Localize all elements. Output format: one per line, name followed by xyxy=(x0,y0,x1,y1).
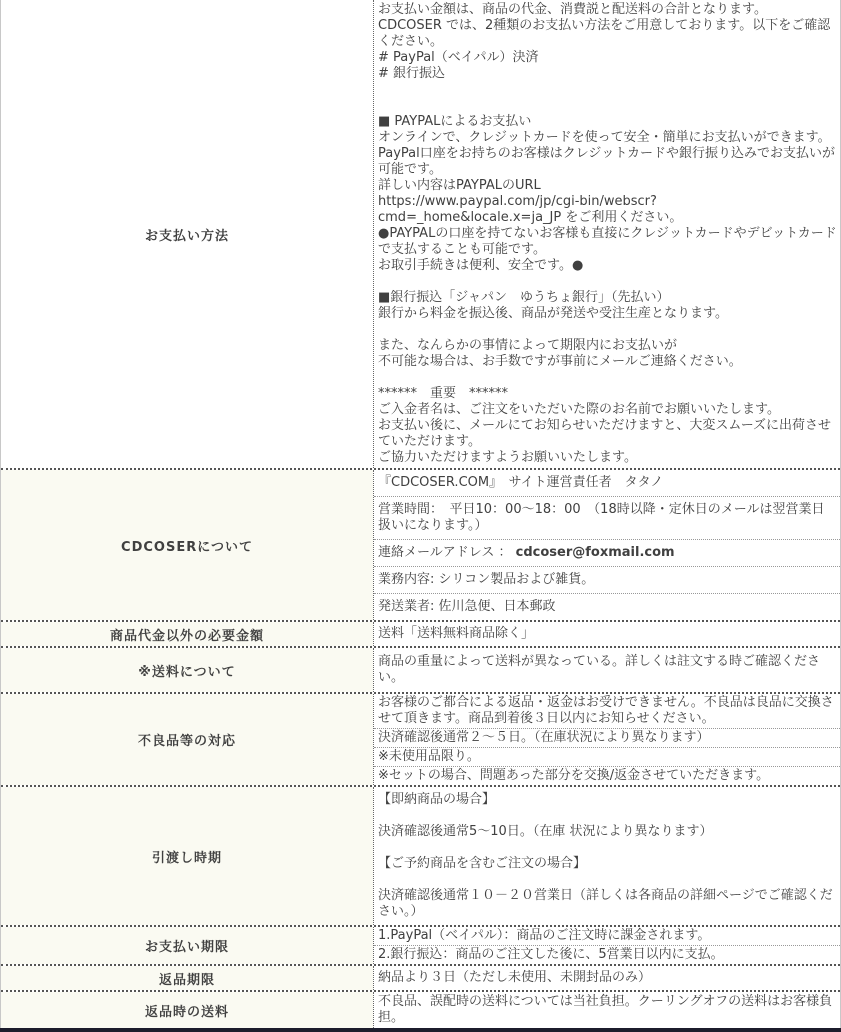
content-cell xyxy=(374,927,840,945)
row-label-required-fees: 商品代金以外の必要金額 xyxy=(1,622,373,646)
row-content-payment-deadline xyxy=(373,927,840,964)
table-row-required-fees xyxy=(1,620,840,646)
cell-line: PayPal口座をお持ちのお客様はクレジットカードや銀行振り込みでお支払いが可能です。 xyxy=(378,146,836,177)
content-cell xyxy=(374,593,840,620)
contact-email-label: 連絡メールアドレス ： xyxy=(378,545,516,560)
row-label-about-cdcoser: CDCOSERについて xyxy=(1,470,373,620)
content-cell xyxy=(374,728,840,747)
cell-line: 納品より３日（ただし未使用、未開封品のみ） xyxy=(378,970,652,985)
cell-line: 不可能な場合は、お手数ですが事前にメールご連絡ください。 xyxy=(378,354,742,369)
cell-line xyxy=(378,808,837,824)
cell-line: ご入金者名は、ご注文をいただいた際のお名前でお願いいたします。 xyxy=(378,402,780,417)
cell-line xyxy=(378,274,837,290)
contact-email: cdcoser@foxmail.com xyxy=(515,545,675,560)
content-cell xyxy=(374,787,840,925)
table-row-payment-deadline xyxy=(1,925,840,964)
row-label-return-deadline: 返品期限 xyxy=(1,966,373,990)
content-cell xyxy=(374,470,840,496)
cell-line xyxy=(378,872,837,888)
cell-line: お支払い金額は、商品の代金、消費説と配送料の合計となります。 xyxy=(378,2,767,17)
cell-line: オンラインで、クレジットカードを使って安全・簡単にお支払いができます。 xyxy=(378,130,831,145)
cell-line: 【即納商品の場合】 xyxy=(378,792,496,807)
cell-line: # 銀行振込 xyxy=(378,66,446,81)
bottom-accent-bar xyxy=(0,1028,841,1032)
cell-line: ****** 重要 ****** xyxy=(378,386,509,401)
cell-line: 営業時間： 平日10：00～18：00 （18時以降・定休日のメールは翌営業日扱いになります。） xyxy=(378,502,825,533)
content-cell xyxy=(374,566,840,593)
content-cell xyxy=(374,648,840,692)
content-cell xyxy=(374,766,840,785)
cell-line: ※セットの場合、問題あった部分を交換/返金させていただきます。 xyxy=(378,768,770,783)
row-label-payment-method: お支払い方法 xyxy=(1,0,373,468)
table-row-return-deadline xyxy=(1,964,840,990)
table-row-payment-method xyxy=(1,0,840,468)
table-row-defective-item-handling xyxy=(1,692,840,785)
cell-line: https://www.paypal.com/jp/cgi-bin/webscr?cmd=_home&locale.x=ja_JP をご利用ください。 xyxy=(378,194,683,225)
cell-line: ご協力いただけますようお願いいたします。 xyxy=(378,450,637,465)
cell-line: 『CDCOSER.COM』 サイト運営責任者 タタノ xyxy=(378,475,664,490)
cell-line: お支払い後に、メールにてお知らせいただけますと、大変スムーズに出荷させていただけます。 xyxy=(378,418,832,449)
table-row-delivery-period xyxy=(1,785,840,925)
content-cell xyxy=(374,539,840,566)
cell-line: 【ご予約商品を含むご注文の場合】 xyxy=(378,856,587,871)
row-content-payment-method xyxy=(373,0,840,468)
cell-line: 送料「送料無料商品除く」 xyxy=(378,626,535,641)
row-content-required-fees xyxy=(373,622,840,646)
row-label-defective-item-handling: 不良品等の対応 xyxy=(1,694,373,785)
cell-line: ■銀行振込「ジャパン ゆうちょ銀行」（先払い） xyxy=(378,290,670,305)
cell-line: お客様のご都合による返品・返金はお受けできません。不良品は良品に交換させて頂きます。商品到着後３日以内にお知らせください。 xyxy=(378,695,834,726)
cell-line: ●PAYPALの口座を持てないお客様も直接にクレジットカードやデビットカードで支払することも可能です。 xyxy=(378,226,837,257)
cell-line: 銀行から料金を振込後、商品が発送や受注生産となります。 xyxy=(378,306,728,321)
row-label-delivery-period: 引渡し時期 xyxy=(1,787,373,925)
cell-line xyxy=(378,370,837,386)
row-content-shipping-fee-note xyxy=(373,648,840,692)
cell-line: お取引手続きは便利、安全です。● xyxy=(378,258,584,273)
row-content-about-cdcoser xyxy=(373,470,840,620)
cell-line: 不良品、誤配時の送料については当社負担。クーリングオフの送料はお客様負担。 xyxy=(378,994,833,1025)
cell-line: 決済確認後通常5～10日。（在庫 状況により異なります） xyxy=(378,824,713,839)
cell-line: 決済確認後通常１０－２０営業日（詳しくは各商品の詳細ページでご確認ください。） xyxy=(378,888,833,919)
cell-line: CDCOSER では、2種類のお支払い方法をご用意しております。以下をご確認ください。 xyxy=(378,18,831,49)
content-cell xyxy=(374,992,840,1028)
cell-line: ※未使用品限り。 xyxy=(378,749,480,764)
content-cell xyxy=(374,622,840,646)
content-cell xyxy=(374,747,840,766)
cell-line xyxy=(378,840,837,856)
cell-line: 2.銀行振込：商品のご注文した後に、5営業日以内に支払。 xyxy=(378,947,724,962)
content-cell xyxy=(374,496,840,539)
cell-line: 発送業者: 佐川急便、日本郵政 xyxy=(378,599,556,614)
cell-line: ■ PAYPALによるお支払い xyxy=(378,114,532,129)
row-content-return-deadline xyxy=(373,966,840,990)
cell-line xyxy=(378,82,837,98)
cell-line: 商品の重量によって送料が異なっている。詳しくは註文する時ご確認ください。 xyxy=(378,654,821,685)
content-cell xyxy=(374,966,840,990)
content-cell xyxy=(374,0,840,468)
cell-line: 業務内容: シリコン製品および雑貨。 xyxy=(378,572,595,587)
row-content-delivery-period xyxy=(373,787,840,925)
cell-line-composite xyxy=(378,545,837,561)
content-cell xyxy=(374,945,840,964)
row-label-shipping-fee-note: ※送料について xyxy=(1,648,373,692)
table-row-shipping-fee-note xyxy=(1,646,840,692)
cell-line xyxy=(378,98,837,114)
cell-line: # PayPal（ベイパル）決済 xyxy=(378,50,539,65)
content-cell xyxy=(374,694,840,728)
cell-line: 1.PayPal（ベイパル）：商品のご注文時に課金されます。 xyxy=(378,928,711,943)
cell-line xyxy=(378,322,837,338)
row-content-return-shipping-fee xyxy=(373,992,840,1028)
table-row-return-shipping-fee xyxy=(1,990,840,1028)
row-label-return-shipping-fee: 返品時の送料 xyxy=(1,992,373,1028)
cell-line: 詳しい内容はPAYPALのURL xyxy=(378,178,541,193)
cell-line: また、なんらかの事情によって期限内にお支払いが xyxy=(378,338,678,353)
table-row-about-cdcoser xyxy=(1,468,840,620)
row-label-payment-deadline: お支払い期限 xyxy=(1,927,373,964)
cell-line: 決済確認後通常２～５日。（在庫状況により異なります） xyxy=(378,730,710,745)
row-content-defective-item-handling xyxy=(373,694,840,785)
